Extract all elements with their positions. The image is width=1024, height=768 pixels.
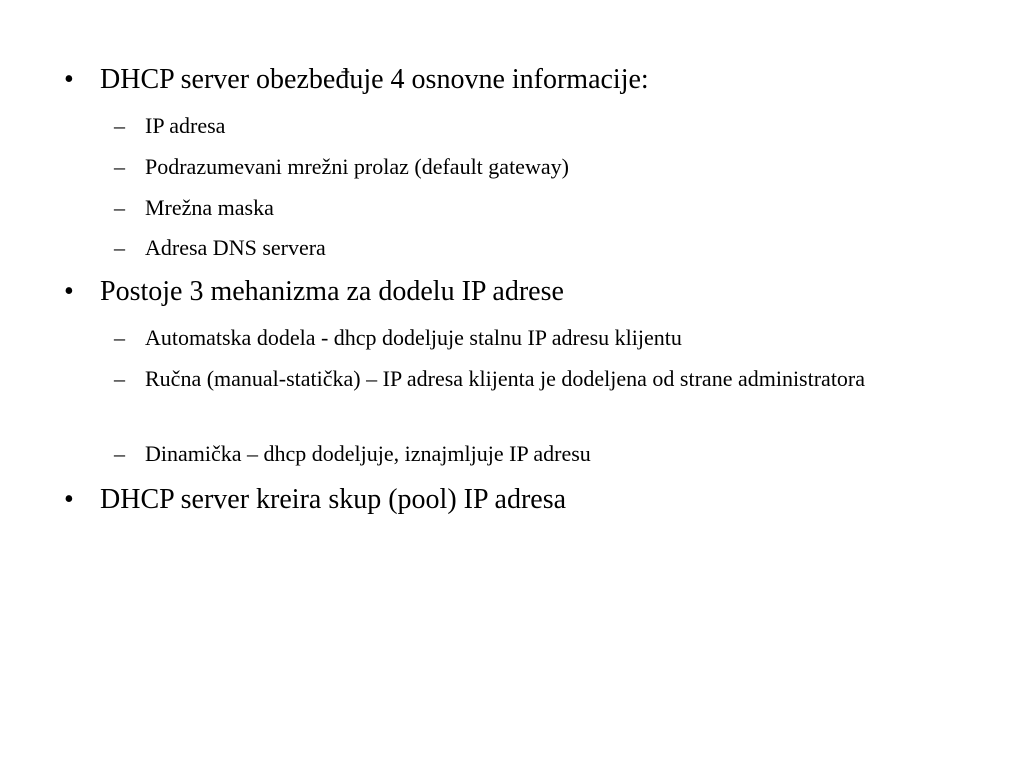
- bullet-text: DHCP server obezbeđuje 4 osnovne informacije:: [100, 64, 649, 95]
- dash-icon: –: [114, 113, 125, 138]
- bullet-icon: •: [64, 276, 74, 307]
- sub-bullet-text: IP adresa: [145, 113, 226, 138]
- dash-icon: –: [114, 154, 125, 179]
- dash-icon: –: [114, 195, 125, 220]
- bullet-icon: •: [64, 484, 74, 515]
- bullet-text: Postoje 3 mehanizma za dodelu IP adrese: [100, 276, 564, 307]
- sub-bullet-text: Adresa DNS servera: [145, 235, 326, 260]
- sub-bullet-text: Automatska dodela - dhcp dodeljuje stalnu IP adresu klijentu: [145, 325, 682, 350]
- sub-bullet-text: Mrežna maska: [145, 195, 274, 220]
- dash-icon: –: [114, 366, 125, 391]
- bullet-text: DHCP server kreira skup (pool) IP adresa: [100, 484, 567, 515]
- dash-icon: –: [114, 235, 125, 260]
- sub-bullet-text: Dinamička – dhcp dodeljuje, iznajmljuje IP adresu: [145, 441, 591, 466]
- dash-icon: –: [114, 325, 125, 350]
- sub-bullet-text: Ručna (manual-statička) – IP adresa klijenta je dodeljena od strane administratora: [145, 366, 866, 391]
- dash-icon: –: [114, 441, 125, 466]
- bullet-icon: •: [64, 64, 74, 95]
- sub-bullet-text: Podrazumevani mrežni prolaz (default gateway): [145, 154, 569, 179]
